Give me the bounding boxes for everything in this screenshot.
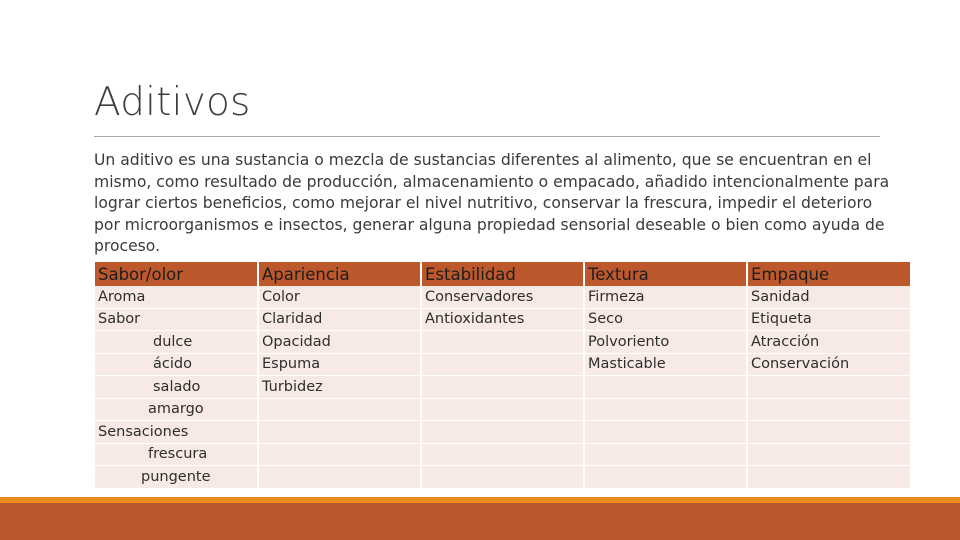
table-cell: Firmeza bbox=[584, 286, 747, 308]
table-cell: Masticable bbox=[584, 353, 747, 376]
table-cell bbox=[421, 398, 584, 421]
table-cell: pungente bbox=[95, 466, 258, 489]
table-cell bbox=[421, 353, 584, 376]
table-row bbox=[95, 376, 910, 399]
table-cell bbox=[421, 443, 584, 466]
table-cell bbox=[584, 443, 747, 466]
table-row bbox=[95, 331, 910, 354]
table-cell: dulce bbox=[95, 331, 258, 354]
table-cell bbox=[747, 443, 910, 466]
table-row bbox=[95, 353, 910, 376]
table-cell: Conservación bbox=[747, 353, 910, 376]
table-cell: Claridad bbox=[258, 308, 421, 331]
table-row bbox=[95, 443, 910, 466]
table-cell: salado bbox=[95, 376, 258, 399]
table-cell bbox=[258, 421, 421, 444]
table-cell bbox=[584, 421, 747, 444]
table-cell bbox=[584, 398, 747, 421]
table-cell: Turbidez bbox=[258, 376, 421, 399]
column-header-textura: Textura bbox=[584, 262, 747, 286]
table-row bbox=[95, 286, 910, 308]
column-header-apariencia: Apariencia bbox=[258, 262, 421, 286]
additives-table bbox=[95, 262, 910, 489]
table-cell bbox=[747, 376, 910, 399]
table-cell bbox=[584, 466, 747, 489]
table-cell bbox=[258, 398, 421, 421]
table-cell: Atracción bbox=[747, 331, 910, 354]
title-divider bbox=[94, 136, 880, 137]
table-cell bbox=[421, 421, 584, 444]
table-cell bbox=[421, 331, 584, 354]
table-cell: Conservadores bbox=[421, 286, 584, 308]
table-cell: Etiqueta bbox=[747, 308, 910, 331]
table-cell bbox=[421, 466, 584, 489]
table-cell: Opacidad bbox=[258, 331, 421, 354]
table-header-row bbox=[95, 262, 910, 286]
table-cell: Espuma bbox=[258, 353, 421, 376]
table-cell bbox=[258, 466, 421, 489]
table-cell bbox=[747, 466, 910, 489]
table-cell: Sabor bbox=[95, 308, 258, 331]
column-header-sabor-olor: Sabor/olor bbox=[95, 262, 258, 286]
table-cell: ácido bbox=[95, 353, 258, 376]
table-cell: Sensaciones bbox=[95, 421, 258, 444]
table-cell: Polvoriento bbox=[584, 331, 747, 354]
table-cell bbox=[421, 376, 584, 399]
column-header-estabilidad: Estabilidad bbox=[421, 262, 584, 286]
table-cell bbox=[584, 376, 747, 399]
table-row bbox=[95, 308, 910, 331]
table-cell: amargo bbox=[95, 398, 258, 421]
table-cell: Seco bbox=[584, 308, 747, 331]
table-cell: Antioxidantes bbox=[421, 308, 584, 331]
column-header-empaque: Empaque bbox=[747, 262, 910, 286]
table-cell: frescura bbox=[95, 443, 258, 466]
table-row bbox=[95, 421, 910, 444]
table-cell: Sanidad bbox=[747, 286, 910, 308]
slide-title: Aditivos bbox=[94, 80, 251, 125]
table-cell: Color bbox=[258, 286, 421, 308]
table-row bbox=[95, 466, 910, 489]
table-cell: Aroma bbox=[95, 286, 258, 308]
table-cell bbox=[747, 421, 910, 444]
slide-body-text: Un aditivo es una sustancia o mezcla de sustancias diferentes al alimento, que se encuentran en el mismo, como resultado de producción, almacenamiento o empacado, añadido intencionalmente para lograr ciertos beneficios, como mejorar el nivel nutritivo, conservar la frescura, impedir el deterioro por microorganismos e insectos, generar alguna propiedad sensorial deseable o bien como ayuda de proceso. bbox=[94, 151, 890, 255]
table-cell bbox=[258, 443, 421, 466]
footer-band bbox=[0, 503, 960, 540]
table-cell bbox=[747, 398, 910, 421]
table-row bbox=[95, 398, 910, 421]
